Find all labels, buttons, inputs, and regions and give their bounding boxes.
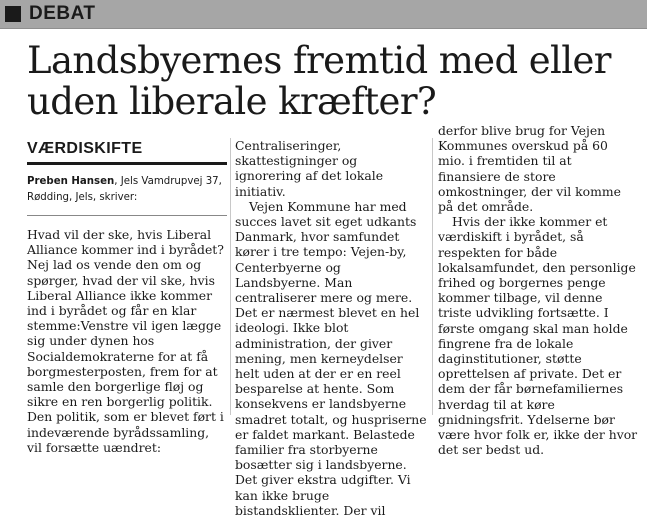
section-header-bar <box>0 0 647 29</box>
article-paragraph: derfor blive brug for Vejen Kommunes overskud på 60 mio. i fremtiden til at finansiere de store omkostninger, der vil komme på det område. <box>438 123 621 215</box>
section-label <box>5 2 96 26</box>
section-square-icon <box>5 6 21 22</box>
article-paragraph: Centraliseringer, skattestigninger og ignorering af det lokale initiativ. <box>235 138 384 199</box>
article-column-2 <box>235 138 427 518</box>
article-headline: Landsbyernes fremtid med eller uden liberale kræfter? <box>27 39 611 123</box>
article-paragraph: Hvad vil der ske, hvis Liberal Alliance kommer ind i byrådet? Nej lad os vende den om og spørger, hvad der vil ske, hvis Liberal Alliance ikke kommer ind i byrådet og får en klar stemme:Venstre vil igen lægge sig under dynen hos Socialdemokraterne for at få borgmesterposten, frem for at samle den borgerlige fløj og sikre en ren borgerlig politik. Den politik, som er blevet ført i indeværende byrådssamling, vil forsætte uændret: <box>27 227 224 455</box>
column-divider <box>230 138 231 415</box>
byline-details: , Jels Vamdrupvej 37, Rødding, Jels, skriver: <box>27 176 222 203</box>
article-byline <box>27 174 227 205</box>
section-label-text: DEBAT <box>29 3 96 24</box>
article-column-3 <box>438 123 638 457</box>
article-column-1 <box>27 140 227 455</box>
byline-divider <box>27 215 227 216</box>
column-divider <box>432 138 433 415</box>
byline-author: Preben Hansen <box>27 176 115 187</box>
article-kicker: VÆRDISKIFTE <box>27 140 227 165</box>
article-paragraph: Hvis der ikke kommer et værdiskift i byrådet, så respekten for både lokalsamfundet, den personlige frihed og borgernes penge kommer tilbage, vil denne triste udvikling fortsætte. I første omgang skal man holde fingrene fra de lokale daginstitutioner, støtte oprettelsen af private. Det er dem der får børnefamiliernes hverdag til at køre gnidningsfrit. Ydelserne bør være hvor folk er, ikke der hvor det ser bedst ud. <box>438 214 638 458</box>
article-paragraph: Vejen Kommune har med succes lavet sit eget udkants Danmark, hvor samfundet kører i tre tempo: Vejen-by, Centerbyerne og Landsbyerne. Man centraliserer mere og mere. Det er nærmest blevet en hel ideologi. Ikke blot administration, der giver mening, men kerneydelser helt uden at der er en reel besparelse at hente. Som konsekvens er landsbyerne smadret totalt, og huspriserne er faldet markant. Belastede familier fra storbyerne bosætter sig i landsbyerne. Det giver ekstra udgifter. Vi kan ikke bruge bistandsklienter. Der vil <box>235 198 427 518</box>
